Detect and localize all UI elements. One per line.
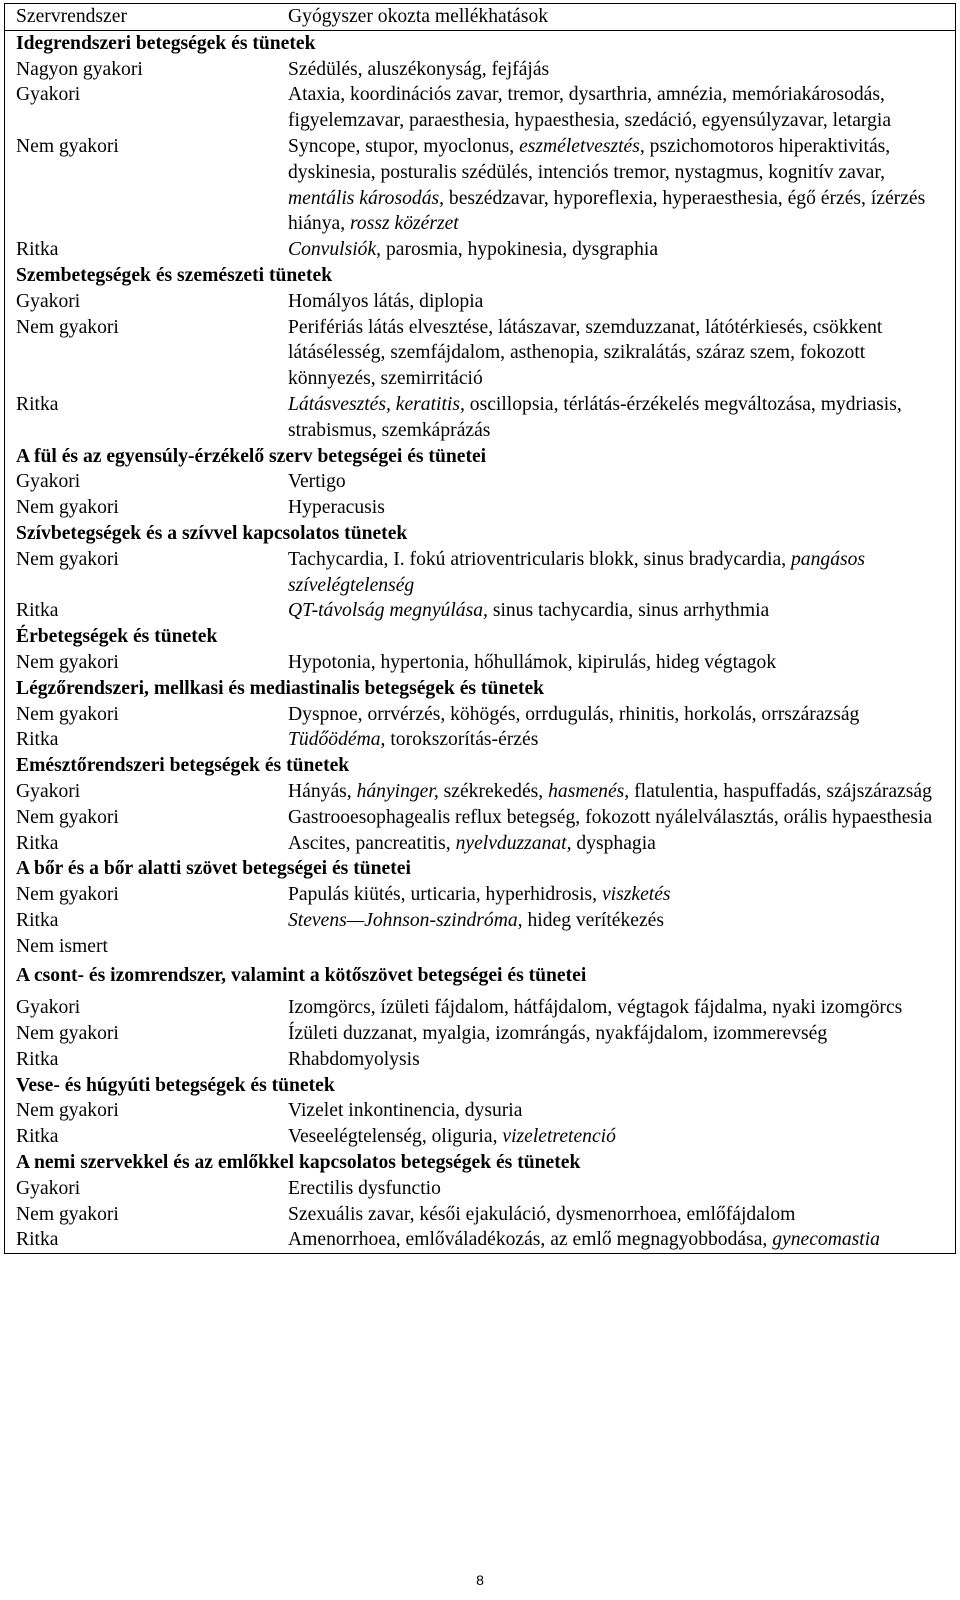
effect-text: Hányás, bbox=[288, 780, 357, 802]
effects-cell bbox=[288, 1124, 956, 1150]
category-row bbox=[5, 753, 956, 779]
effects-cell bbox=[288, 882, 956, 908]
effect-text: Hyperacusis bbox=[288, 497, 385, 519]
side-effect-row bbox=[5, 831, 956, 857]
effect-text: Papulás kiütés, urticaria, hyperhidrosis, bbox=[288, 884, 602, 906]
effects-cell bbox=[288, 598, 956, 624]
effect-text-italic: rossz közérzet bbox=[350, 213, 459, 235]
frequency-cell: Nem gyakori bbox=[16, 1203, 119, 1225]
effect-text-italic: nyelvduzzanat, bbox=[455, 832, 572, 854]
effects-cell bbox=[288, 779, 956, 805]
category-row bbox=[5, 30, 956, 56]
effects-cell bbox=[288, 57, 956, 83]
side-effect-row bbox=[5, 547, 956, 599]
effects-cell bbox=[288, 831, 956, 857]
effect-text: dysphagia bbox=[571, 832, 656, 854]
side-effect-row bbox=[5, 289, 956, 315]
category-title: Szembetegségek és szemészeti tünetek bbox=[16, 264, 333, 286]
effect-text: flatulentia, haspuffadás, szájszárazság bbox=[629, 780, 932, 802]
effect-text: Rhabdomyolysis bbox=[288, 1048, 420, 1070]
category-title: A fül és az egyensúly-érzékelő szerv betegségei és tünetei bbox=[16, 445, 487, 467]
effect-text: Homályos látás, diplopia bbox=[288, 290, 484, 312]
effect-text: beszédzavar, hyporeflexia, hyperaesthesia, égő érzés, ízérzés hiánya, bbox=[288, 187, 926, 235]
side-effects-table-body bbox=[5, 4, 956, 1254]
frequency-cell: Ritka bbox=[16, 239, 59, 261]
frequency-cell: Nem gyakori bbox=[16, 497, 119, 519]
category-title: Érbetegségek és tünetek bbox=[16, 626, 218, 648]
frequency-cell: Nem gyakori bbox=[16, 884, 119, 906]
effect-text: Szexuális zavar, késői ejakuláció, dysmenorrhoea, emlőfájdalom bbox=[288, 1203, 796, 1225]
effect-text: Ascites, pancreatitis, bbox=[288, 832, 456, 854]
side-effect-row bbox=[5, 1202, 956, 1228]
effects-cell bbox=[288, 805, 956, 831]
frequency-cell: Nem gyakori bbox=[16, 1100, 119, 1122]
category-title: Vese- és húgyúti betegségek és tünetek bbox=[16, 1074, 335, 1096]
category-row bbox=[5, 1150, 956, 1176]
effect-text-italic: eszméletvesztés, bbox=[519, 135, 645, 157]
frequency-cell: Gyakori bbox=[16, 290, 81, 312]
frequency-cell: Gyakori bbox=[16, 84, 81, 106]
side-effect-row bbox=[5, 57, 956, 83]
effect-text: Syncope, stupor, myoclonus, bbox=[288, 135, 520, 157]
effect-text: Ízületi duzzanat, myalgia, izomrángás, nyakfájdalom, izommerevség bbox=[288, 1023, 828, 1045]
effects-cell bbox=[288, 1098, 956, 1124]
effects-cell bbox=[288, 650, 956, 676]
category-title: A bőr és a bőr alatti szövet betegségei és tünetei bbox=[16, 858, 411, 880]
effect-text-italic: Stevens—Johnson-szindróma, bbox=[288, 909, 523, 931]
side-effect-row bbox=[5, 702, 956, 728]
category-title: Légzőrendszeri, mellkasi és mediastinalis betegségek és tünetek bbox=[16, 677, 545, 699]
frequency-cell: Nem gyakori bbox=[16, 806, 119, 828]
category-row bbox=[5, 624, 956, 650]
effect-text: Erectilis dysfunctio bbox=[288, 1177, 441, 1199]
effects-cell bbox=[288, 989, 956, 1021]
effect-text-italic: hasmenés, bbox=[548, 780, 630, 802]
side-effects-table bbox=[4, 3, 956, 1254]
effects-cell bbox=[288, 134, 956, 237]
effect-text-italic: pangásos szívelégtelenség bbox=[288, 548, 866, 596]
effect-text: Ataxia, koordinációs zavar, tremor, dysarthria, amnézia, memóriakárosodás, figyelemzavar, paraesthesia, hypaesthesia, szedáció, egyensúlyzavar, letargia bbox=[288, 84, 892, 132]
frequency-cell: Ritka bbox=[16, 1048, 59, 1070]
frequency-cell: Nem gyakori bbox=[16, 135, 119, 157]
effects-cell bbox=[288, 237, 956, 263]
category-row bbox=[5, 444, 956, 470]
category-title: Idegrendszeri betegségek és tünetek bbox=[16, 32, 316, 54]
effects-cell bbox=[288, 1227, 956, 1253]
frequency-cell: Nagyon gyakori bbox=[16, 58, 143, 80]
side-effect-row bbox=[5, 934, 956, 960]
effect-text-italic: hányinger, bbox=[356, 780, 439, 802]
frequency-cell: Gyakori bbox=[16, 471, 81, 493]
effect-text: Amenorrhoea, emlőváladékozás, az emlő megnagyobbodása, bbox=[288, 1229, 773, 1251]
frequency-cell: Nem gyakori bbox=[16, 703, 119, 725]
page-number: 8 bbox=[476, 1572, 484, 1588]
side-effect-row bbox=[5, 82, 956, 134]
effect-text: pszichomotoros hiperaktivitás, dyskinesia, posturalis szédülés, intenciós tremor, nystagmus, kognitív zavar, bbox=[288, 135, 891, 183]
frequency-cell: Nem ismert bbox=[16, 935, 108, 957]
effect-text: Veseelégtelenség, oliguria, bbox=[288, 1126, 503, 1148]
frequency-cell: Ritka bbox=[16, 393, 59, 415]
category-row bbox=[5, 263, 956, 289]
category-title: Emésztőrendszeri betegségek és tünetek bbox=[16, 755, 350, 777]
frequency-cell: Gyakori bbox=[16, 1177, 81, 1199]
table-header-row bbox=[5, 4, 956, 31]
effect-text-italic: Convulsiók bbox=[288, 239, 377, 261]
frequency-cell: Nem gyakori bbox=[16, 1023, 119, 1045]
side-effect-row bbox=[5, 598, 956, 624]
frequency-cell: Ritka bbox=[16, 1126, 59, 1148]
frequency-cell: Gyakori bbox=[16, 780, 81, 802]
effects-cell bbox=[288, 727, 956, 753]
side-effect-row bbox=[5, 727, 956, 753]
effect-text: Szédülés, aluszékonyság, fejfájás bbox=[288, 58, 550, 80]
side-effect-row bbox=[5, 237, 956, 263]
side-effect-row bbox=[5, 882, 956, 908]
effects-cell bbox=[288, 1047, 956, 1073]
side-effect-row bbox=[5, 1124, 956, 1150]
effects-cell bbox=[288, 934, 956, 960]
effect-text-italic: vizeletretenció bbox=[502, 1126, 616, 1148]
effect-text-italic: gynecomastia bbox=[772, 1229, 880, 1251]
side-effect-row bbox=[5, 134, 956, 237]
side-effect-row bbox=[5, 1047, 956, 1073]
frequency-cell: Ritka bbox=[16, 600, 59, 622]
effect-text-italic: Látásvesztés, keratitis, bbox=[288, 393, 465, 415]
effect-text: oscillopsia, térlátás-érzékelés megváltozása, mydriasis, strabismus, szemkáprázás bbox=[288, 393, 902, 441]
frequency-cell: Ritka bbox=[16, 909, 59, 931]
side-effect-row bbox=[5, 495, 956, 521]
effects-cell bbox=[288, 908, 956, 934]
effect-text-italic: mentális károsodás, bbox=[288, 187, 445, 209]
frequency-cell: Gyakori bbox=[16, 997, 81, 1019]
effects-cell bbox=[288, 315, 956, 392]
side-effect-row bbox=[5, 1021, 956, 1047]
effect-text: Hypotonia, hypertonia, hőhullámok, kipirulás, hideg végtagok bbox=[288, 651, 777, 673]
side-effect-row bbox=[5, 392, 956, 444]
side-effect-row bbox=[5, 315, 956, 392]
side-effect-row bbox=[5, 650, 956, 676]
category-title: Szívbetegségek és a szívvel kapcsolatos tünetek bbox=[16, 522, 408, 544]
effect-text: , parosmia, hypokinesia, dysgraphia bbox=[376, 239, 659, 261]
effect-text: torokszorítás-érzés bbox=[385, 729, 539, 751]
effect-text: hideg verítékezés bbox=[522, 909, 665, 931]
category-row bbox=[5, 521, 956, 547]
effects-cell bbox=[288, 547, 956, 599]
frequency-cell: Nem gyakori bbox=[16, 651, 119, 673]
effect-text-italic: viszketés bbox=[601, 884, 671, 906]
frequency-cell: Ritka bbox=[16, 729, 59, 751]
effects-cell bbox=[288, 1176, 956, 1202]
effects-cell bbox=[288, 469, 956, 495]
frequency-cell: Ritka bbox=[16, 1229, 59, 1251]
category-row bbox=[5, 676, 956, 702]
header-effects: Gyógyszer okozta mellékhatások bbox=[288, 4, 956, 31]
category-title: A csont- és izomrendszer, valamint a kötőszövet betegségei és tünetei bbox=[16, 965, 587, 987]
effect-text: Vertigo bbox=[288, 471, 346, 493]
category-row bbox=[5, 856, 956, 882]
category-row bbox=[5, 959, 956, 989]
side-effect-row bbox=[5, 989, 956, 1021]
side-effect-row bbox=[5, 469, 956, 495]
effect-text: Gastrooesophagealis reflux betegség, fokozott nyálelválasztás, orális hypaesthesia bbox=[288, 806, 933, 828]
frequency-cell: Ritka bbox=[16, 832, 59, 854]
side-effect-row bbox=[5, 779, 956, 805]
side-effect-row bbox=[5, 805, 956, 831]
effects-cell bbox=[288, 289, 956, 315]
effects-cell bbox=[288, 495, 956, 521]
side-effect-row bbox=[5, 1176, 956, 1202]
frequency-cell: Nem gyakori bbox=[16, 548, 119, 570]
effects-cell bbox=[288, 1202, 956, 1228]
category-title: A nemi szervekkel és az emlőkkel kapcsolatos betegségek és tünetek bbox=[16, 1152, 581, 1174]
effects-cell bbox=[288, 1021, 956, 1047]
header-system: Szervrendszer bbox=[5, 4, 289, 31]
category-row bbox=[5, 1073, 956, 1099]
effect-text: Vizelet inkontinencia, dysuria bbox=[288, 1100, 523, 1122]
effect-text: székrekedés, bbox=[438, 780, 549, 802]
effect-text-italic: QT-távolság megnyúlása, bbox=[288, 600, 488, 622]
effect-text: sinus tachycardia, sinus arrhythmia bbox=[487, 600, 770, 622]
side-effect-row bbox=[5, 908, 956, 934]
effect-text: Izomgörcs, ízületi fájdalom, hátfájdalom, végtagok fájdalma, nyaki izomgörcs bbox=[288, 997, 903, 1019]
effects-cell bbox=[288, 392, 956, 444]
side-effect-row bbox=[5, 1227, 956, 1253]
effect-text-italic: Tüdőödéma, bbox=[288, 729, 386, 751]
side-effect-row bbox=[5, 1098, 956, 1124]
effect-text: Dyspnoe, orrvérzés, köhögés, orrdugulás, rhinitis, horkolás, orrszárazság bbox=[288, 703, 860, 725]
effect-text: Perifériás látás elvesztése, látászavar, szemduzzanat, látótérkiesés, csökkent látásélesség, szemfájdalom, asthenopia, szikralátás, száraz szem, fokozott könnyezés, szemirritáció bbox=[288, 316, 883, 390]
effects-cell bbox=[288, 82, 956, 134]
effect-text: Tachycardia, I. fokú atrioventricularis blokk, sinus bradycardia, bbox=[288, 548, 791, 570]
frequency-cell: Nem gyakori bbox=[16, 316, 119, 338]
effects-cell bbox=[288, 702, 956, 728]
